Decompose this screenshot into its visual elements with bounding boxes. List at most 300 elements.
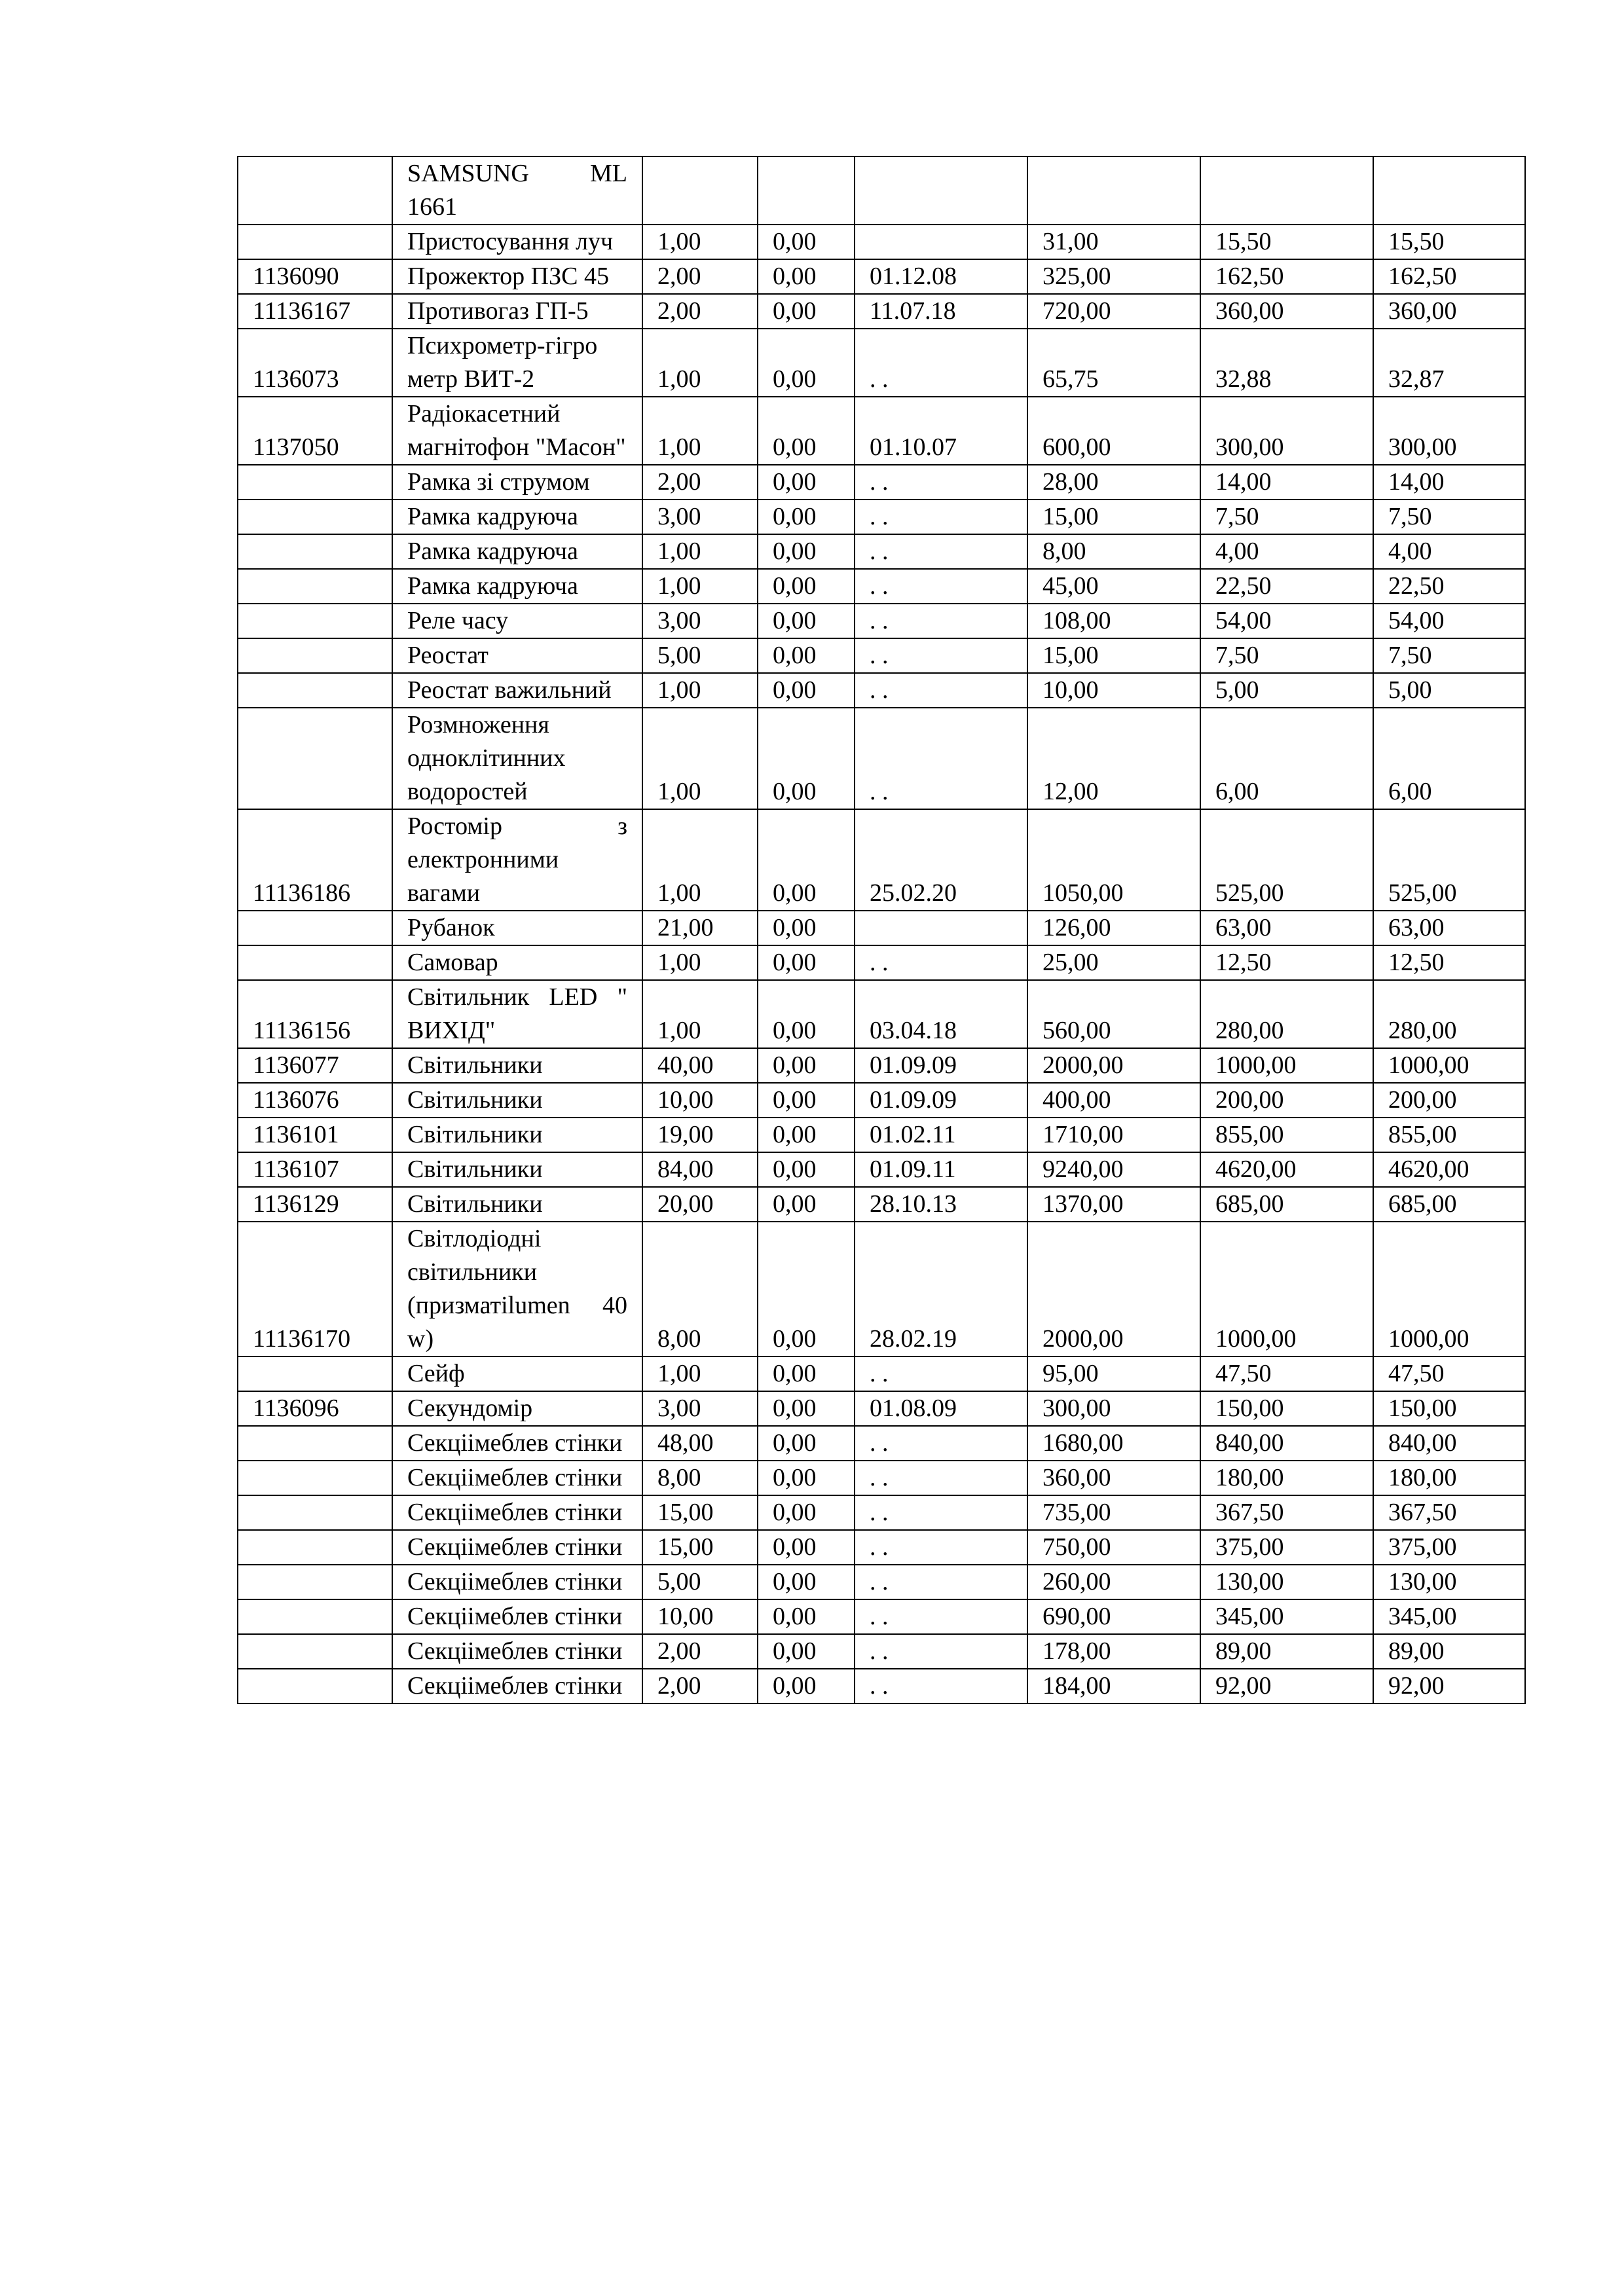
depreciation-cell: 1000,00 bbox=[1200, 1222, 1373, 1357]
item-name-cell: Рамка зі струмом bbox=[392, 465, 642, 500]
table-row bbox=[238, 1391, 1525, 1426]
depreciation-cell: 300,00 bbox=[1200, 397, 1373, 465]
residual-value-cell: 0,00 bbox=[758, 1187, 855, 1222]
table-row bbox=[238, 1461, 1525, 1495]
residual-value-cell: 0,00 bbox=[758, 259, 855, 294]
balance-value-cell: 300,00 bbox=[1373, 397, 1525, 465]
balance-value-cell: 200,00 bbox=[1373, 1083, 1525, 1118]
item-name-cell: Секундомір bbox=[392, 1391, 642, 1426]
date-cell: 28.02.19 bbox=[855, 1222, 1027, 1357]
table-row bbox=[238, 1357, 1525, 1391]
date-cell: 01.12.08 bbox=[855, 259, 1027, 294]
balance-value-cell: 89,00 bbox=[1373, 1634, 1525, 1669]
residual-value-cell: 0,00 bbox=[758, 673, 855, 708]
quantity-cell: 48,00 bbox=[642, 1426, 758, 1461]
initial-cost-cell: 95,00 bbox=[1027, 1357, 1200, 1391]
depreciation-cell: 32,88 bbox=[1200, 329, 1373, 397]
residual-value-cell: 0,00 bbox=[758, 534, 855, 569]
inventory-number-cell: 1136076 bbox=[238, 1083, 392, 1118]
quantity-cell: 1,00 bbox=[642, 980, 758, 1048]
item-name-cell: Секціімеблев стінки bbox=[392, 1565, 642, 1599]
inventory-number-cell: 1136096 bbox=[238, 1391, 392, 1426]
depreciation-cell: 47,50 bbox=[1200, 1357, 1373, 1391]
inventory-number-cell bbox=[238, 911, 392, 945]
initial-cost-cell: 560,00 bbox=[1027, 980, 1200, 1048]
initial-cost-cell: 300,00 bbox=[1027, 1391, 1200, 1426]
inventory-number-cell bbox=[238, 1461, 392, 1495]
initial-cost-cell: 260,00 bbox=[1027, 1565, 1200, 1599]
date-cell: . . bbox=[855, 569, 1027, 604]
residual-value-cell: 0,00 bbox=[758, 1048, 855, 1083]
depreciation-cell: 12,50 bbox=[1200, 945, 1373, 980]
balance-value-cell: 7,50 bbox=[1373, 638, 1525, 673]
quantity-cell: 1,00 bbox=[642, 569, 758, 604]
table-row bbox=[238, 1634, 1525, 1669]
item-name-cell: Секціімеблев стінки bbox=[392, 1461, 642, 1495]
depreciation-cell: 14,00 bbox=[1200, 465, 1373, 500]
balance-value-cell: 22,50 bbox=[1373, 569, 1525, 604]
table-row bbox=[238, 1530, 1525, 1565]
depreciation-cell: 162,50 bbox=[1200, 259, 1373, 294]
balance-value-cell: 5,00 bbox=[1373, 673, 1525, 708]
balance-value-cell: 4620,00 bbox=[1373, 1152, 1525, 1187]
item-name-cell: Розмноження одноклітинних водоростей bbox=[392, 708, 642, 809]
date-cell: 25.02.20 bbox=[855, 809, 1027, 911]
initial-cost-cell: 126,00 bbox=[1027, 911, 1200, 945]
item-name-cell: Рамка кадруюча bbox=[392, 569, 642, 604]
table-row bbox=[238, 809, 1525, 911]
residual-value-cell: 0,00 bbox=[758, 1599, 855, 1634]
quantity-cell: 1,00 bbox=[642, 673, 758, 708]
date-cell: . . bbox=[855, 708, 1027, 809]
balance-value-cell: 6,00 bbox=[1373, 708, 1525, 809]
balance-value-cell: 360,00 bbox=[1373, 294, 1525, 329]
table-row bbox=[238, 465, 1525, 500]
table-row bbox=[238, 397, 1525, 465]
quantity-cell: 3,00 bbox=[642, 500, 758, 534]
item-name-cell: Рамка кадруюча bbox=[392, 534, 642, 569]
initial-cost-cell: 12,00 bbox=[1027, 708, 1200, 809]
date-cell: 03.04.18 bbox=[855, 980, 1027, 1048]
depreciation-cell: 855,00 bbox=[1200, 1118, 1373, 1152]
table-row bbox=[238, 1565, 1525, 1599]
depreciation-cell: 130,00 bbox=[1200, 1565, 1373, 1599]
item-name-cell: Прожектор ПЗС 45 bbox=[392, 259, 642, 294]
table-row bbox=[238, 638, 1525, 673]
date-cell: 01.08.09 bbox=[855, 1391, 1027, 1426]
initial-cost-cell: 15,00 bbox=[1027, 500, 1200, 534]
inventory-table bbox=[237, 156, 1526, 1704]
depreciation-cell: 92,00 bbox=[1200, 1669, 1373, 1704]
balance-value-cell: 180,00 bbox=[1373, 1461, 1525, 1495]
date-cell: . . bbox=[855, 1599, 1027, 1634]
residual-value-cell: 0,00 bbox=[758, 911, 855, 945]
quantity-cell bbox=[642, 156, 758, 225]
quantity-cell: 1,00 bbox=[642, 1357, 758, 1391]
balance-value-cell: 375,00 bbox=[1373, 1530, 1525, 1565]
depreciation-cell: 15,50 bbox=[1200, 225, 1373, 259]
residual-value-cell: 0,00 bbox=[758, 1152, 855, 1187]
table-row bbox=[238, 534, 1525, 569]
quantity-cell: 10,00 bbox=[642, 1599, 758, 1634]
item-name-cell: Світильники bbox=[392, 1083, 642, 1118]
quantity-cell: 1,00 bbox=[642, 945, 758, 980]
inventory-number-cell bbox=[238, 638, 392, 673]
quantity-cell: 8,00 bbox=[642, 1461, 758, 1495]
date-cell: . . bbox=[855, 1669, 1027, 1704]
initial-cost-cell: 2000,00 bbox=[1027, 1048, 1200, 1083]
depreciation-cell: 1000,00 bbox=[1200, 1048, 1373, 1083]
initial-cost-cell: 360,00 bbox=[1027, 1461, 1200, 1495]
item-name-cell: Секціімеблев стінки bbox=[392, 1599, 642, 1634]
residual-value-cell: 0,00 bbox=[758, 225, 855, 259]
date-cell bbox=[855, 911, 1027, 945]
balance-value-cell: 855,00 bbox=[1373, 1118, 1525, 1152]
date-cell: . . bbox=[855, 1565, 1027, 1599]
table-row bbox=[238, 1118, 1525, 1152]
item-name-cell: Ростомір з електронними вагами bbox=[392, 809, 642, 911]
inventory-number-cell: 11136170 bbox=[238, 1222, 392, 1357]
date-cell bbox=[855, 225, 1027, 259]
inventory-number-cell: 1136090 bbox=[238, 259, 392, 294]
balance-value-cell: 525,00 bbox=[1373, 809, 1525, 911]
table-row bbox=[238, 1426, 1525, 1461]
date-cell: . . bbox=[855, 604, 1027, 638]
residual-value-cell: 0,00 bbox=[758, 1634, 855, 1669]
date-cell: 01.10.07 bbox=[855, 397, 1027, 465]
quantity-cell: 1,00 bbox=[642, 534, 758, 569]
quantity-cell: 2,00 bbox=[642, 259, 758, 294]
depreciation-cell: 4620,00 bbox=[1200, 1152, 1373, 1187]
balance-value-cell: 92,00 bbox=[1373, 1669, 1525, 1704]
residual-value-cell: 0,00 bbox=[758, 638, 855, 673]
table-row bbox=[238, 569, 1525, 604]
date-cell: 01.09.11 bbox=[855, 1152, 1027, 1187]
balance-value-cell: 130,00 bbox=[1373, 1565, 1525, 1599]
residual-value-cell: 0,00 bbox=[758, 1426, 855, 1461]
depreciation-cell: 89,00 bbox=[1200, 1634, 1373, 1669]
residual-value-cell: 0,00 bbox=[758, 294, 855, 329]
date-cell: . . bbox=[855, 534, 1027, 569]
residual-value-cell: 0,00 bbox=[758, 397, 855, 465]
quantity-cell: 15,00 bbox=[642, 1530, 758, 1565]
date-cell: 01.02.11 bbox=[855, 1118, 1027, 1152]
balance-value-cell: 1000,00 bbox=[1373, 1048, 1525, 1083]
item-name-cell: Секціімеблев стінки bbox=[392, 1495, 642, 1530]
item-name-cell: Секціімеблев стінки bbox=[392, 1634, 642, 1669]
quantity-cell: 2,00 bbox=[642, 465, 758, 500]
inventory-number-cell: 1136129 bbox=[238, 1187, 392, 1222]
initial-cost-cell: 31,00 bbox=[1027, 225, 1200, 259]
residual-value-cell: 0,00 bbox=[758, 500, 855, 534]
table-row bbox=[238, 329, 1525, 397]
quantity-cell: 84,00 bbox=[642, 1152, 758, 1187]
table-row bbox=[238, 225, 1525, 259]
initial-cost-cell: 9240,00 bbox=[1027, 1152, 1200, 1187]
depreciation-cell: 345,00 bbox=[1200, 1599, 1373, 1634]
item-name-cell: Рубанок bbox=[392, 911, 642, 945]
quantity-cell: 1,00 bbox=[642, 708, 758, 809]
depreciation-cell: 200,00 bbox=[1200, 1083, 1373, 1118]
inventory-number-cell: 11136156 bbox=[238, 980, 392, 1048]
date-cell: . . bbox=[855, 1530, 1027, 1565]
depreciation-cell: 7,50 bbox=[1200, 638, 1373, 673]
residual-value-cell: 0,00 bbox=[758, 1222, 855, 1357]
depreciation-cell: 525,00 bbox=[1200, 809, 1373, 911]
initial-cost-cell: 1370,00 bbox=[1027, 1187, 1200, 1222]
residual-value-cell: 0,00 bbox=[758, 1357, 855, 1391]
residual-value-cell: 0,00 bbox=[758, 465, 855, 500]
initial-cost-cell: 735,00 bbox=[1027, 1495, 1200, 1530]
quantity-cell: 19,00 bbox=[642, 1118, 758, 1152]
depreciation-cell: 7,50 bbox=[1200, 500, 1373, 534]
item-name-cell: Реостат bbox=[392, 638, 642, 673]
inventory-number-cell bbox=[238, 500, 392, 534]
table-row bbox=[238, 1669, 1525, 1704]
quantity-cell: 20,00 bbox=[642, 1187, 758, 1222]
table-row bbox=[238, 604, 1525, 638]
initial-cost-cell: 15,00 bbox=[1027, 638, 1200, 673]
depreciation-cell: 150,00 bbox=[1200, 1391, 1373, 1426]
item-name-cell: Рамка кадруюча bbox=[392, 500, 642, 534]
quantity-cell: 40,00 bbox=[642, 1048, 758, 1083]
balance-value-cell: 685,00 bbox=[1373, 1187, 1525, 1222]
balance-value-cell: 1000,00 bbox=[1373, 1222, 1525, 1357]
inventory-table-body bbox=[238, 156, 1525, 1704]
inventory-number-cell bbox=[238, 1530, 392, 1565]
inventory-number-cell bbox=[238, 1426, 392, 1461]
residual-value-cell: 0,00 bbox=[758, 1461, 855, 1495]
depreciation-cell: 685,00 bbox=[1200, 1187, 1373, 1222]
table-row bbox=[238, 1222, 1525, 1357]
residual-value-cell: 0,00 bbox=[758, 1669, 855, 1704]
quantity-cell: 5,00 bbox=[642, 638, 758, 673]
balance-value-cell: 7,50 bbox=[1373, 500, 1525, 534]
table-row bbox=[238, 1083, 1525, 1118]
initial-cost-cell: 10,00 bbox=[1027, 673, 1200, 708]
table-row bbox=[238, 1048, 1525, 1083]
inventory-number-cell: 1136107 bbox=[238, 1152, 392, 1187]
inventory-number-cell bbox=[238, 945, 392, 980]
balance-value-cell: 14,00 bbox=[1373, 465, 1525, 500]
balance-value-cell: 54,00 bbox=[1373, 604, 1525, 638]
residual-value-cell: 0,00 bbox=[758, 1495, 855, 1530]
balance-value-cell: 280,00 bbox=[1373, 980, 1525, 1048]
inventory-number-cell: 11136186 bbox=[238, 809, 392, 911]
date-cell: 01.09.09 bbox=[855, 1048, 1027, 1083]
table-row bbox=[238, 1599, 1525, 1634]
initial-cost-cell: 1710,00 bbox=[1027, 1118, 1200, 1152]
inventory-number-cell: 1137050 bbox=[238, 397, 392, 465]
quantity-cell: 2,00 bbox=[642, 1669, 758, 1704]
item-name-cell: Світильник LED " ВИХІД" bbox=[392, 980, 642, 1048]
inventory-number-cell: 1136101 bbox=[238, 1118, 392, 1152]
table-row bbox=[238, 156, 1525, 225]
date-cell: . . bbox=[855, 1357, 1027, 1391]
date-cell: . . bbox=[855, 500, 1027, 534]
initial-cost-cell bbox=[1027, 156, 1200, 225]
inventory-number-cell bbox=[238, 1565, 392, 1599]
date-cell: . . bbox=[855, 673, 1027, 708]
quantity-cell: 5,00 bbox=[642, 1565, 758, 1599]
table-row bbox=[238, 259, 1525, 294]
table-row bbox=[238, 708, 1525, 809]
table-row bbox=[238, 673, 1525, 708]
date-cell: . . bbox=[855, 465, 1027, 500]
initial-cost-cell: 184,00 bbox=[1027, 1669, 1200, 1704]
balance-value-cell: 47,50 bbox=[1373, 1357, 1525, 1391]
initial-cost-cell: 178,00 bbox=[1027, 1634, 1200, 1669]
balance-value-cell bbox=[1373, 156, 1525, 225]
table-row bbox=[238, 1152, 1525, 1187]
residual-value-cell: 0,00 bbox=[758, 1118, 855, 1152]
initial-cost-cell: 325,00 bbox=[1027, 259, 1200, 294]
quantity-cell: 10,00 bbox=[642, 1083, 758, 1118]
balance-value-cell: 162,50 bbox=[1373, 259, 1525, 294]
balance-value-cell: 63,00 bbox=[1373, 911, 1525, 945]
item-name-cell: Світильники bbox=[392, 1118, 642, 1152]
quantity-cell: 1,00 bbox=[642, 397, 758, 465]
quantity-cell: 2,00 bbox=[642, 1634, 758, 1669]
inventory-number-cell: 1136077 bbox=[238, 1048, 392, 1083]
depreciation-cell: 54,00 bbox=[1200, 604, 1373, 638]
date-cell: 01.09.09 bbox=[855, 1083, 1027, 1118]
quantity-cell: 3,00 bbox=[642, 604, 758, 638]
inventory-number-cell bbox=[238, 673, 392, 708]
depreciation-cell bbox=[1200, 156, 1373, 225]
quantity-cell: 2,00 bbox=[642, 294, 758, 329]
item-name-cell: Психрометр-гігро метр ВИТ-2 bbox=[392, 329, 642, 397]
initial-cost-cell: 750,00 bbox=[1027, 1530, 1200, 1565]
residual-value-cell: 0,00 bbox=[758, 329, 855, 397]
inventory-number-cell bbox=[238, 604, 392, 638]
balance-value-cell: 12,50 bbox=[1373, 945, 1525, 980]
depreciation-cell: 180,00 bbox=[1200, 1461, 1373, 1495]
date-cell: 28.10.13 bbox=[855, 1187, 1027, 1222]
residual-value-cell: 0,00 bbox=[758, 1391, 855, 1426]
residual-value-cell: 0,00 bbox=[758, 980, 855, 1048]
initial-cost-cell: 108,00 bbox=[1027, 604, 1200, 638]
residual-value-cell: 0,00 bbox=[758, 1083, 855, 1118]
initial-cost-cell: 1680,00 bbox=[1027, 1426, 1200, 1461]
initial-cost-cell: 2000,00 bbox=[1027, 1222, 1200, 1357]
item-name-cell: Секціімеблев стінки bbox=[392, 1530, 642, 1565]
depreciation-cell: 63,00 bbox=[1200, 911, 1373, 945]
quantity-cell: 3,00 bbox=[642, 1391, 758, 1426]
date-cell: . . bbox=[855, 1426, 1027, 1461]
balance-value-cell: 32,87 bbox=[1373, 329, 1525, 397]
depreciation-cell: 367,50 bbox=[1200, 1495, 1373, 1530]
item-name-cell: Противогаз ГП-5 bbox=[392, 294, 642, 329]
inventory-number-cell bbox=[238, 1669, 392, 1704]
residual-value-cell: 0,00 bbox=[758, 604, 855, 638]
balance-value-cell: 345,00 bbox=[1373, 1599, 1525, 1634]
inventory-number-cell bbox=[238, 708, 392, 809]
inventory-number-cell bbox=[238, 465, 392, 500]
depreciation-cell: 22,50 bbox=[1200, 569, 1373, 604]
residual-value-cell: 0,00 bbox=[758, 809, 855, 911]
depreciation-cell: 375,00 bbox=[1200, 1530, 1373, 1565]
date-cell: . . bbox=[855, 1461, 1027, 1495]
residual-value-cell bbox=[758, 156, 855, 225]
initial-cost-cell: 25,00 bbox=[1027, 945, 1200, 980]
inventory-number-cell: 1136073 bbox=[238, 329, 392, 397]
quantity-cell: 8,00 bbox=[642, 1222, 758, 1357]
date-cell: . . bbox=[855, 329, 1027, 397]
item-name-cell: Світильники bbox=[392, 1048, 642, 1083]
residual-value-cell: 0,00 bbox=[758, 569, 855, 604]
table-row bbox=[238, 500, 1525, 534]
item-name-cell: Світлодіодні світильники (призматіlumen 40 w) bbox=[392, 1222, 642, 1357]
initial-cost-cell: 1050,00 bbox=[1027, 809, 1200, 911]
residual-value-cell: 0,00 bbox=[758, 1530, 855, 1565]
table-row bbox=[238, 1187, 1525, 1222]
inventory-number-cell bbox=[238, 534, 392, 569]
initial-cost-cell: 690,00 bbox=[1027, 1599, 1200, 1634]
date-cell: . . bbox=[855, 1495, 1027, 1530]
date-cell: . . bbox=[855, 638, 1027, 673]
depreciation-cell: 5,00 bbox=[1200, 673, 1373, 708]
quantity-cell: 1,00 bbox=[642, 809, 758, 911]
initial-cost-cell: 45,00 bbox=[1027, 569, 1200, 604]
table-row bbox=[238, 945, 1525, 980]
item-name-cell: Світильники bbox=[392, 1187, 642, 1222]
item-name-cell: Світильники bbox=[392, 1152, 642, 1187]
inventory-number-cell: 11136167 bbox=[238, 294, 392, 329]
inventory-number-cell bbox=[238, 1357, 392, 1391]
item-name-cell: Реле часу bbox=[392, 604, 642, 638]
item-name-cell: Секціімеблев стінки bbox=[392, 1426, 642, 1461]
table-row bbox=[238, 911, 1525, 945]
initial-cost-cell: 28,00 bbox=[1027, 465, 1200, 500]
inventory-number-cell bbox=[238, 156, 392, 225]
item-name-cell: Радіокасетний магнітофон "Масон" bbox=[392, 397, 642, 465]
table-row bbox=[238, 1495, 1525, 1530]
table-row bbox=[238, 980, 1525, 1048]
initial-cost-cell: 8,00 bbox=[1027, 534, 1200, 569]
inventory-number-cell bbox=[238, 569, 392, 604]
item-name-cell: Пристосування луч bbox=[392, 225, 642, 259]
depreciation-cell: 280,00 bbox=[1200, 980, 1373, 1048]
date-cell bbox=[855, 156, 1027, 225]
residual-value-cell: 0,00 bbox=[758, 945, 855, 980]
table-row bbox=[238, 294, 1525, 329]
depreciation-cell: 360,00 bbox=[1200, 294, 1373, 329]
inventory-number-cell bbox=[238, 1634, 392, 1669]
balance-value-cell: 150,00 bbox=[1373, 1391, 1525, 1426]
initial-cost-cell: 600,00 bbox=[1027, 397, 1200, 465]
initial-cost-cell: 720,00 bbox=[1027, 294, 1200, 329]
initial-cost-cell: 65,75 bbox=[1027, 329, 1200, 397]
balance-value-cell: 4,00 bbox=[1373, 534, 1525, 569]
quantity-cell: 1,00 bbox=[642, 225, 758, 259]
residual-value-cell: 0,00 bbox=[758, 708, 855, 809]
date-cell: 11.07.18 bbox=[855, 294, 1027, 329]
depreciation-cell: 6,00 bbox=[1200, 708, 1373, 809]
depreciation-cell: 840,00 bbox=[1200, 1426, 1373, 1461]
item-name-cell: Реостат важильний bbox=[392, 673, 642, 708]
item-name-cell: Самовар bbox=[392, 945, 642, 980]
balance-value-cell: 367,50 bbox=[1373, 1495, 1525, 1530]
inventory-number-cell bbox=[238, 1599, 392, 1634]
item-name-cell: Сейф bbox=[392, 1357, 642, 1391]
item-name-cell: SAMSUNG ML 1661 bbox=[392, 156, 642, 225]
balance-value-cell: 15,50 bbox=[1373, 225, 1525, 259]
quantity-cell: 21,00 bbox=[642, 911, 758, 945]
quantity-cell: 15,00 bbox=[642, 1495, 758, 1530]
inventory-number-cell bbox=[238, 1495, 392, 1530]
item-name-cell: Секціімеблев стінки bbox=[392, 1669, 642, 1704]
